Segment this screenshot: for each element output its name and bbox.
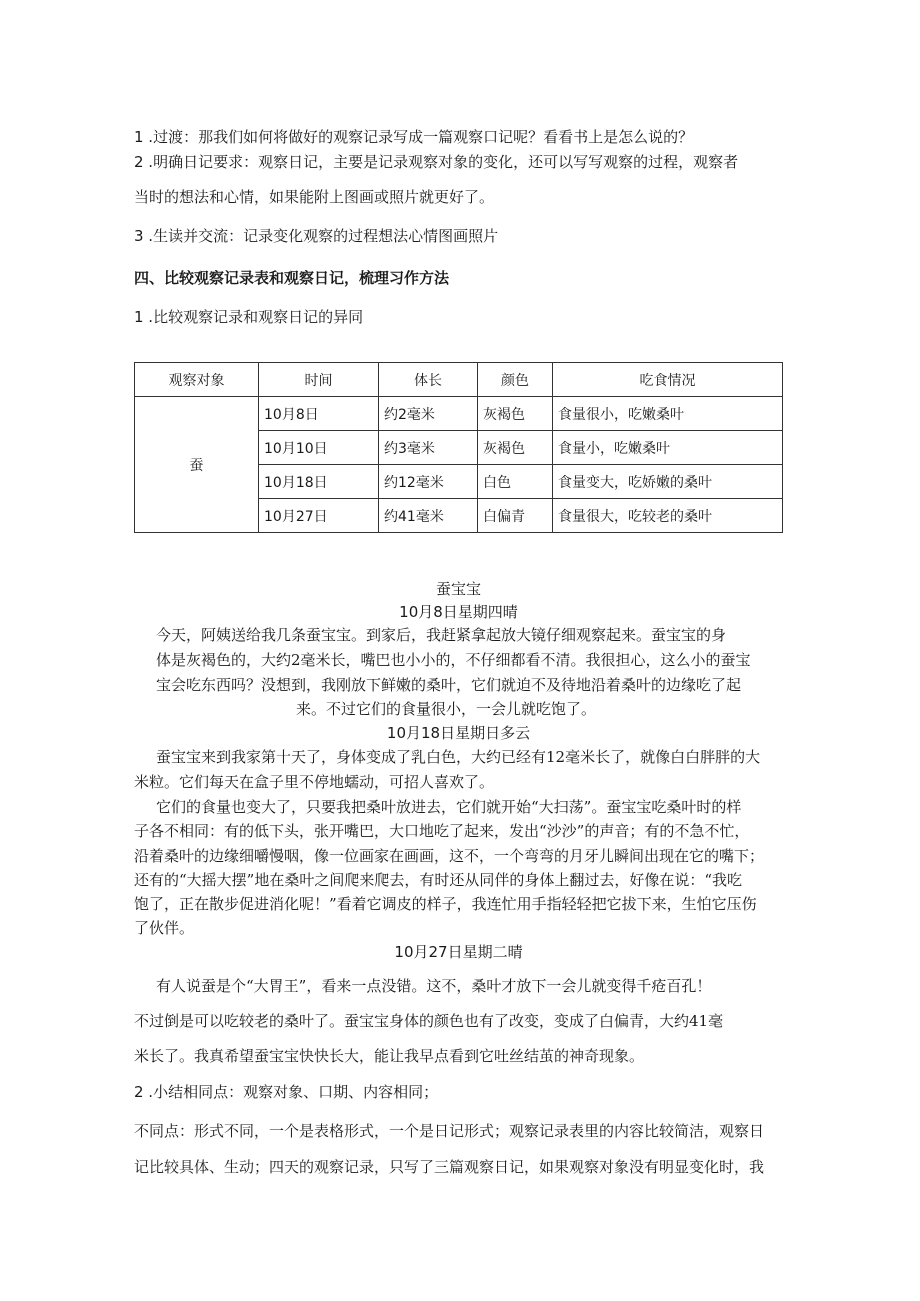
- entry-3-line: 米长了。我真希望蚕宝宝快快长大，能让我早点看到它吐丝结茧的神奇现象。: [134, 1047, 645, 1065]
- entry-2-line: 米粒。它们每天在盒子里不停地蠕动，可招人喜欢了。: [134, 773, 495, 791]
- cell-color: 灰褐色: [478, 397, 553, 431]
- entry-2-line: 子各不相同：有的低下头，张开嘴巴，大口地吃了起来，发出“沙沙”的声音；有的不急不忙，: [134, 822, 750, 840]
- header-color: 颜色: [478, 363, 553, 397]
- cell-color: 白色: [478, 465, 553, 499]
- entry-2-line: 还有的“大摇大摆”地在桑叶之间爬来爬去，有时还从同伴的身体上翻过去，好像在说：“我吃: [134, 871, 743, 889]
- cell-eating: 食量小，吃嫩桑叶: [553, 431, 783, 465]
- entry-1-line: 今天，阿姨送给我几条蚕宝宝。到家后，我赶紧拿起放大镜仔细观察起来。蚕宝宝的身: [156, 626, 727, 644]
- object-cell: 蚕: [135, 397, 259, 533]
- cell-time: 10月8日: [259, 397, 379, 431]
- header-object: 观察对象: [135, 363, 259, 397]
- entry-3-date: 10月27日星期二晴: [394, 943, 523, 961]
- intro-line-2a: 2 .明确日记要求：观察日记，主要是记录观察对象的变化，还可以写写观察的过程，观察者: [134, 153, 739, 171]
- summary-line-1: 2 .小结相同点：观察对象、口期、内容相同；: [134, 1083, 439, 1101]
- entry-2-line: 了伙伴。: [134, 919, 195, 937]
- entry-1-line: 宝会吃东西吗？没想到，我刚放下鲜嫩的桑叶，它们就迫不及待地沿着桑叶的边缘吃了起: [156, 676, 742, 694]
- entry-3-line: 有人说蚕是个“大胃王”，看来一点没错。这不，桑叶才放下一会儿就变得千疮百孔！: [156, 977, 712, 995]
- header-eating: 吃食情况: [553, 363, 783, 397]
- intro-line-4-1: 1 .比较观察记录和观察日记的异同: [134, 308, 364, 326]
- entry-2-line: 沿着桑叶的边缘细嚼慢咽，像一位画家在画画，这不，一个弯弯的月牙儿瞬间出现在它的嘴下；: [134, 847, 765, 865]
- entry-1-line: 体是灰褐色的，大约2毫米长，嘴巴也小小的，不仔细都看不清。我很担心，这么小的蚕宝: [156, 651, 751, 669]
- entry-2-date: 10月18日星期日多云: [386, 724, 531, 742]
- cell-length: 约12毫米: [379, 465, 478, 499]
- summary-line-2: 不同点：形式不同，一个是表格形式，一个是日记形式；观察记录表里的内容比较简洁，观察日: [134, 1122, 765, 1140]
- diary-title: 蚕宝宝: [435, 580, 481, 598]
- intro-line-3: 3 .生读并交流：记录变化观察的过程想法心情图画照片: [134, 227, 499, 245]
- entry-1-line: 来。不过它们的食量很小，一会儿就吃饱了。: [296, 700, 597, 718]
- cell-time: 10月27日: [259, 499, 379, 533]
- header-time: 时间: [259, 363, 379, 397]
- cell-eating: 食量很小，吃嫩桑叶: [553, 397, 783, 431]
- table-row: [135, 397, 783, 431]
- observation-table: [134, 362, 783, 533]
- entry-1-date: 10月8日星期四晴: [399, 603, 518, 621]
- cell-color: 白偏青: [478, 499, 553, 533]
- intro-line-1: 1 .过渡：那我们如何将做好的观察记录写成一篇观察口记呢？看看书上是怎么说的？: [134, 128, 694, 146]
- cell-length: 约41毫米: [379, 499, 478, 533]
- cell-eating: 食量很大，吃较老的桑叶: [553, 499, 783, 533]
- cell-color: 灰褐色: [478, 431, 553, 465]
- cell-time: 10月10日: [259, 431, 379, 465]
- entry-2-line: 它们的食量也变大了，只要我把桑叶放进去，它们就开始“大扫荡”。蚕宝宝吃桑叶时的样: [156, 798, 742, 816]
- header-length: 体长: [379, 363, 478, 397]
- entry-2-line: 饱了，正在散步促进消化呢！”看着它调皮的样子，我连忙用手指轻轻把它拔下来，生怕它压伤: [134, 895, 757, 913]
- cell-length: 约2毫米: [379, 397, 478, 431]
- section-4-heading: 四、比较观察记录表和观察日记，梳理习作方法: [134, 269, 450, 287]
- entry-3-line: 不过倒是可以吃较老的桑叶了。蚕宝宝身体的颜色也有了改变，变成了白偏青，大约41毫: [134, 1012, 724, 1030]
- summary-line-3: 记比较具体、生动；四天的观察记录，只写了三篇观察日记，如果观察对象没有明显变化时，我: [134, 1158, 765, 1176]
- intro-line-2b: 当时的想法和心情，如果能附上图画或照片就更好了。: [134, 188, 495, 206]
- cell-eating: 食量变大，吃娇嫩的桑叶: [553, 465, 783, 499]
- cell-length: 约3毫米: [379, 431, 478, 465]
- table-header-row: [135, 363, 783, 397]
- entry-2-line: 蚕宝宝来到我家第十天了，身体变成了乳白色，大约已经有12毫米长了，就像白白胖胖的大: [156, 748, 761, 766]
- cell-time: 10月18日: [259, 465, 379, 499]
